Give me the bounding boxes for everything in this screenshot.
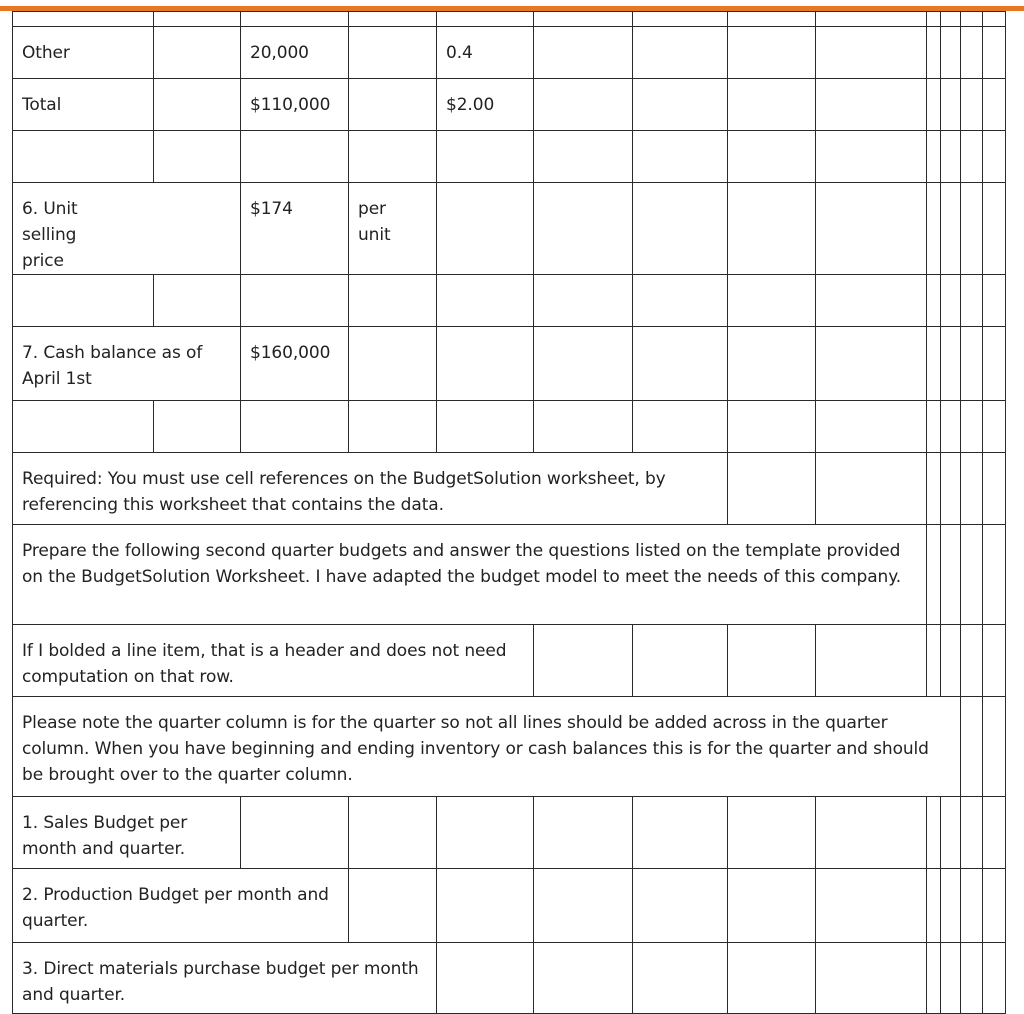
cell-label[interactable]: 7. Cash balance as of April 1st: [13, 327, 241, 401]
table-row: [13, 12, 1006, 27]
cell-amount[interactable]: 20,000: [241, 27, 349, 79]
cell-label[interactable]: Total: [13, 79, 154, 131]
table-row-sales-budget: [13, 797, 1006, 869]
table-row-empty: [13, 401, 1006, 453]
cell-amount[interactable]: $110,000: [241, 79, 349, 131]
table-row-cash-balance: [13, 327, 1006, 401]
table-row-required-note: [13, 453, 1006, 525]
materials-budget-label[interactable]: 3. Direct materials purchase budget per month and quarter.: [13, 943, 437, 1014]
cell-unit[interactable]: per unit: [349, 183, 437, 275]
quarter-note[interactable]: Please note the quarter column is for the quarter so not all lines should be added across in the quarter column. When you have beginning and ending inventory or cash balances this is for the quarter and should be brought over to the quarter column.: [13, 697, 961, 797]
prepare-note[interactable]: Prepare the following second quarter budgets and answer the questions listed on the template provided on the BudgetSolution Worksheet. I have adapted the budget model to meet the needs of this company.: [13, 525, 927, 625]
cell-amount[interactable]: $174: [241, 183, 349, 275]
cell-amount[interactable]: $160,000: [241, 327, 349, 401]
sales-budget-label[interactable]: 1. Sales Budget per month and quarter.: [13, 797, 241, 869]
table-row-quarter-note: [13, 697, 1006, 797]
production-budget-label[interactable]: 2. Production Budget per month and quarter.: [13, 869, 349, 943]
table-row-production-budget: [13, 869, 1006, 943]
cell-rate[interactable]: 0.4: [437, 27, 534, 79]
table-row-other: [13, 27, 1006, 79]
cell-label[interactable]: 6. Unit selling price: [13, 183, 241, 275]
table-row-materials-budget: [13, 943, 1006, 1014]
table-row-selling-price: [13, 183, 1006, 275]
cell-rate[interactable]: $2.00: [437, 79, 534, 131]
accent-bar: [0, 0, 1024, 11]
table-row-empty: [13, 275, 1006, 327]
table-row-empty: [13, 131, 1006, 183]
table-row-bolded-note: [13, 625, 1006, 697]
cell-label[interactable]: Other: [13, 27, 154, 79]
table-row-prepare-note: [13, 525, 1006, 625]
table-row-total: [13, 79, 1006, 131]
required-note[interactable]: Required: You must use cell references on the BudgetSolution worksheet, by referencing this worksheet that contains the data.: [13, 453, 728, 525]
bolded-note[interactable]: If I bolded a line item, that is a header and does not need computation on that row.: [13, 625, 534, 697]
worksheet-grid: [12, 11, 1006, 1014]
